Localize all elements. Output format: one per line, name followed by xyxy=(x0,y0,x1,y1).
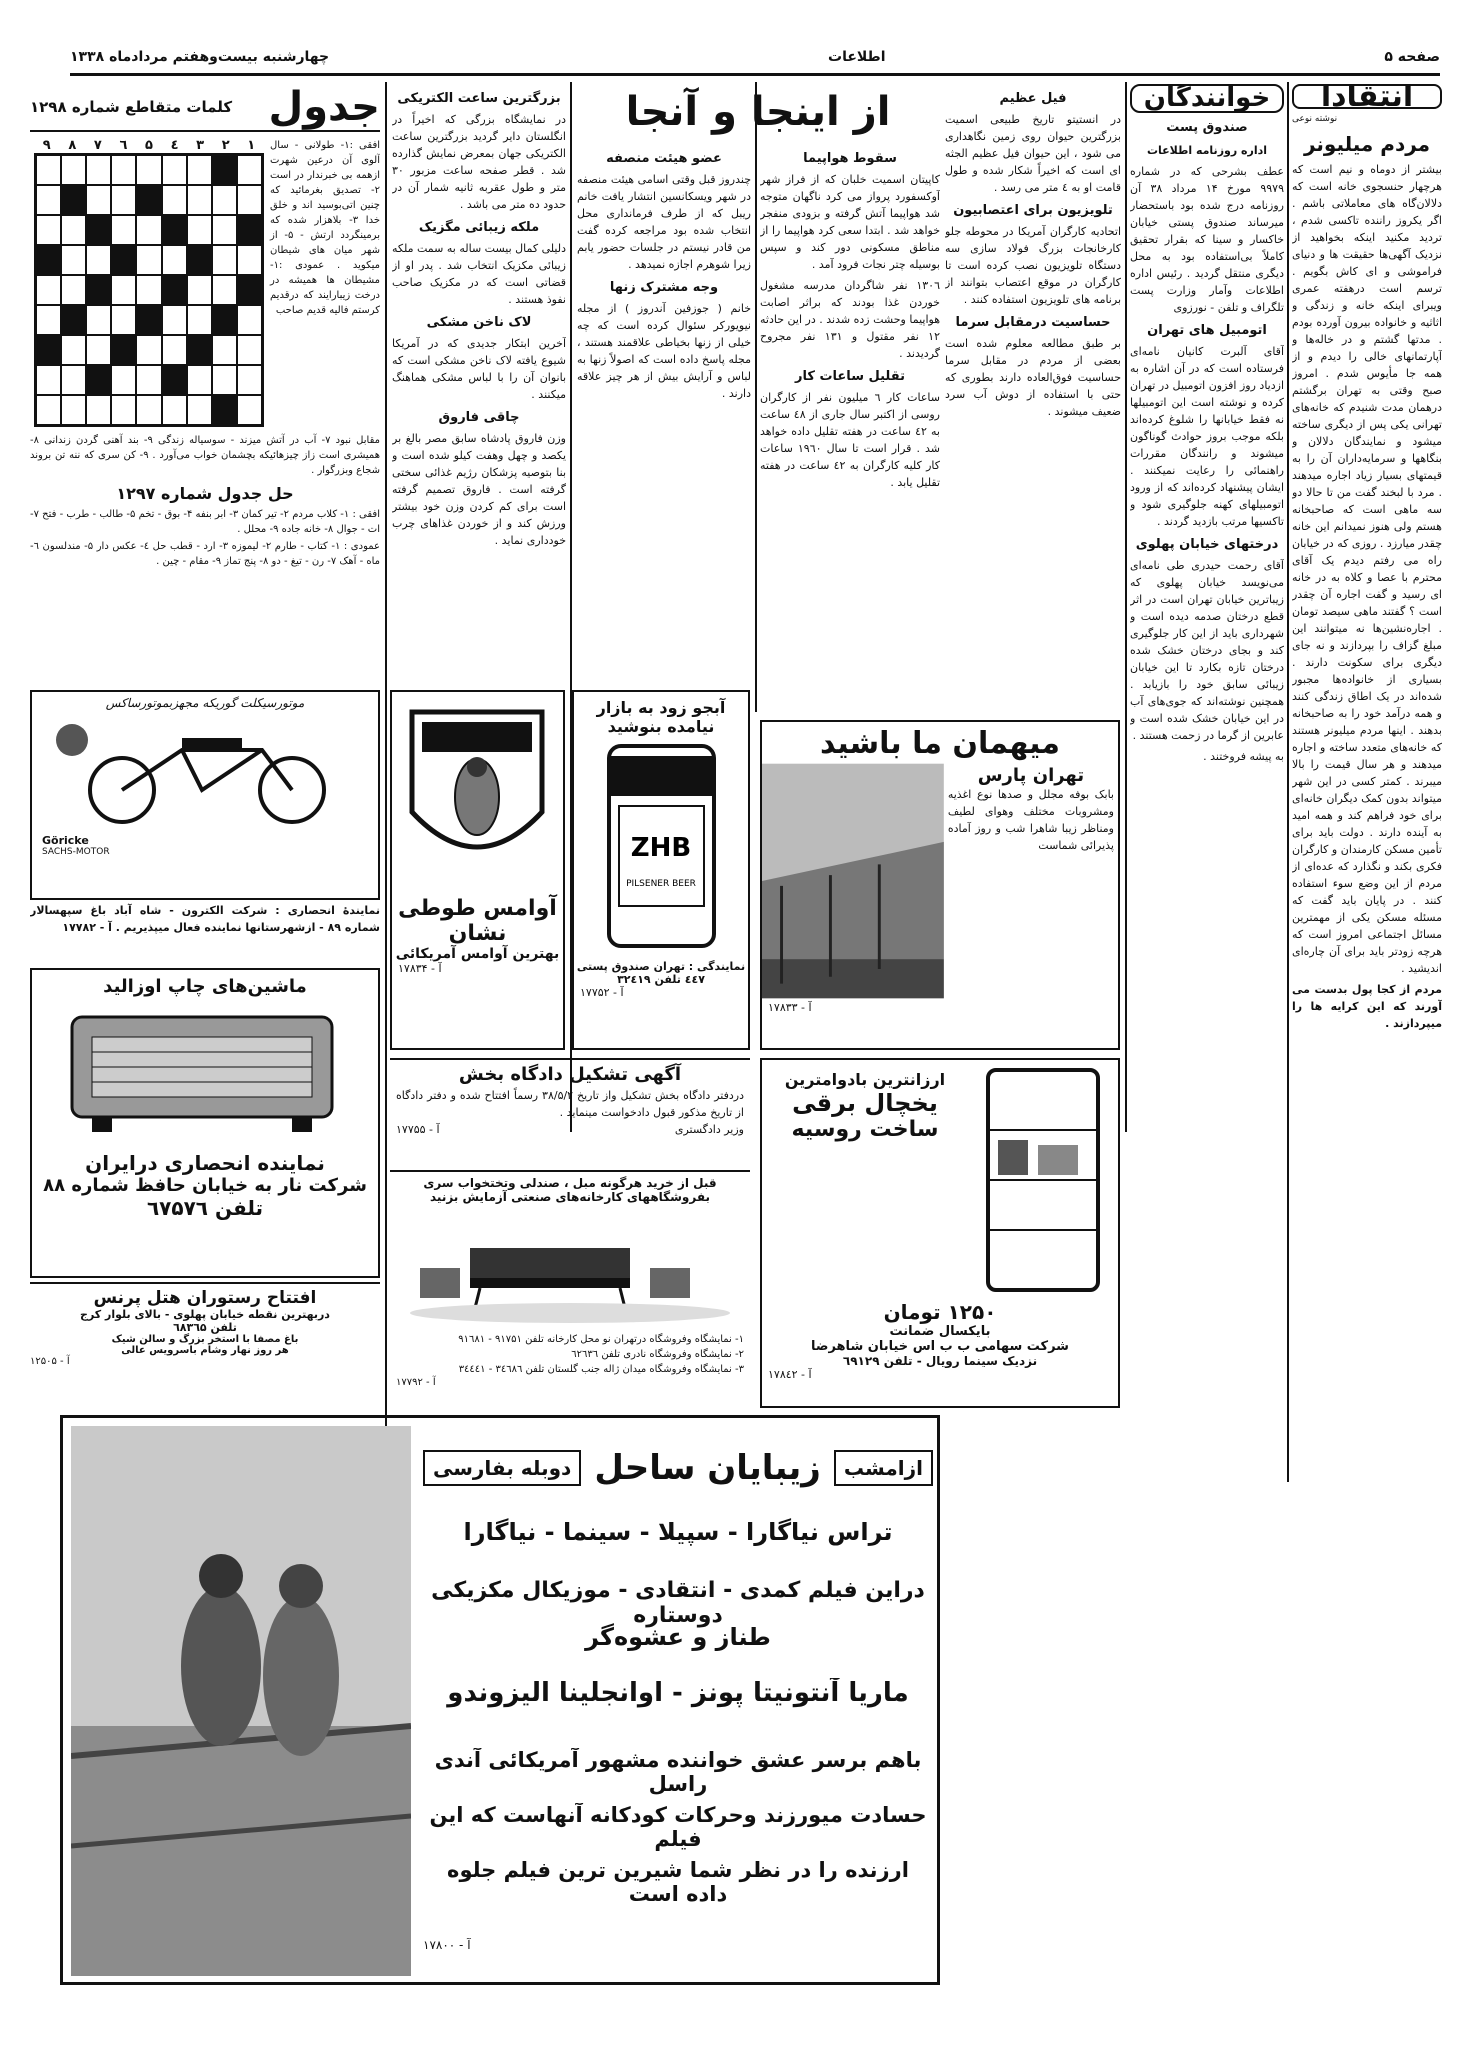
news-heading-elephant: فیل عظیم xyxy=(999,91,1067,106)
film-line-3: باهم برسر عشق خواننده مشهور آمریکائی آندی راسل xyxy=(434,1748,922,1796)
news-body-elephant: در انستیتو تاریخ طبیعی اسمیت بزرگترین حیوان روی زمین نگاهداری می شود ، این حیوان فیل عظیم الجثه ای است که اخیراً شکار شده و طول قامت او به ٤ متر می رسد . xyxy=(945,113,1121,194)
news-body-tv: اتحادیه کارگران آمریکا در محوطه جلو کارخانجات بزرگ فولاد سازی سه دستگاه تلویزیون نصب کرده است تا کارگران در موقع اعتصاب بتوانند از برنامه های تلویزیون استفاده کنند . xyxy=(945,225,1121,306)
news-heading-cold: حساسیت درمقابل سرما xyxy=(955,315,1111,330)
news-column-mid-right xyxy=(760,144,940,710)
news-column-left xyxy=(392,84,566,674)
news-body-crash: کاپیتان اسمیت خلبان که از فراز شهر آوکسفورد پرواز می کرد ناگهان متوجه شد هواپیما آتش گرفته و بزودی منفجر خواهد شد . ابتدا سعی کرد هواپیما را از مناطق مسکونی دور کند و سپس بوسیله چتر نجات فرود آمد . xyxy=(760,173,940,271)
beer-label-top: ZHB xyxy=(630,833,692,863)
hotel-title: افتتاح رستوران هتل پرنس xyxy=(93,1288,317,1308)
issue-date: چهارشنبه بیست‌وهفتم مردادماه ۱۳۳۸ xyxy=(70,48,330,65)
fridge-title-3: ساخت روسیه xyxy=(791,1117,939,1142)
news-body-students: ۱۳۰٦ نفر شاگردان مدرسه مشغول خوردن غذا بودند که براثر اصابت هواپیما وحشت زده شدند . در این حادثه ۱۲ نفر مقتول و ۱۳۱ نفر مجروح گردیدند . xyxy=(760,279,940,360)
col-number: ۸ xyxy=(68,138,77,153)
column-divider xyxy=(1287,82,1289,1482)
readers-footer: به پیشه فروختند . xyxy=(1203,750,1284,763)
readers-body-3: آقای رحمت حیدری طی نامه‌ای می‌نویسد خیابان پهلوی که زیباترین خیابان تهران است در اثر قطع درختان صدمه دیده است و شهرداری باید از این کار جلوگیری کند و بجای درختان خشک شده درختان تازه بکارد تا این خیابان زیبائی سابق خود را بازیابد . همچنین نوشته‌اند که جوی‌های آب در این خیابان خشک شده است و عابرین از گرما در زحمت هستند . xyxy=(1130,559,1284,742)
press-line-1: نماینده انحصاری درایران xyxy=(85,1151,325,1175)
moto-brand-1: Göricke xyxy=(42,834,89,847)
readers-body-2: آقای آلبرت کانیان نامه‌ای فرستاده است که در آن اشاره به ازدیاد روز افزون اتومبیل در تهران کرده و نوشته است این اتومبیلها نه فقط خیابانها را شلوغ کرده‌اند بلکه موجب بروز حوادث گوناگون میشوند و رانندگان مقررات راهنمائی را رعایت نمیکنند . ایشان پیشنهاد کرده‌اند که از ورود اتومبیلهای کهنه جلوگیری شود و تاکسیها مرتب بازدید گردند . xyxy=(1130,345,1284,528)
film-title: زیبایان ساحل xyxy=(594,1448,821,1488)
press-title: ماشین‌های چاپ اوزالید xyxy=(103,976,307,997)
col-number: ٤ xyxy=(170,138,179,153)
critique-body: بیشتر از دوماه و نیم است که هرچهار حنسجوی خانه است که دلالان‌گاه های معاملاتی باشم . اگر یکروز راننده تاکسی شدم ، تردید مکنید اینکه بخواهید از نزدیک آگهی‌ها حقیقت ها و دنیای فراموشی و ای کاش بگویم . ترسم است درهفته عمری ویبرای اینکه خانه و زندگی و اثاثیه و خانواده بیرون آورده بودم . مدتها گشتم و در خاله‌ها و آپارتمانهای خالی را دیدم و از همه جا مأیوس شدم . امروز صبح وقتی به تهران برگشتم درهمان مدت شنیدم که خانه‌های تهرانی یکی پس از دیگری ساخته میشود و نمایندگان دلالان و بنگاهها و سرمایه‌داران آن را به قیمتهای بسیار زیاد اجاره میدهند . مرد با لبخند گفت من تا حالا دو سه ماهی است که صاحبخانه هستم ولی هنوز نمیدانم این خانه چقدر میارزد . روزی که در خیابان راه می رفتم دیدم یک آقای محترم با عصا و کلاه به در خانه ای رسید و گفت اجاره آن چقدر است ؟ گفتند ماهی سیصد تومان . اجاره‌نشین‌ها نه میتوانند این مبلغ گزاف را بپردازند و نه جای دیگری برای سکونت دارند . بسیاری از خانواده‌ها مجبور شده‌اند در یک اطاق زندگی کنند و همه درآمد خود را به صاحبخانه بدهند . اینها مردم میلیونر هستند که خانه‌های متعدد ساخته و اجاره میدهند و هر سال قیمت را بالا میبرند . کمتر کسی در این شهر میتواند بدون کمک دیگران خانه‌ای برای خود فراهم کند و همه امید به آینده دارند . دولت باید برای تأمین مسکن کارمندان و کارگران فکری بکند و نگذارد که عده‌ای از مردم از این وضع سوء استفاده کنند . در پایان باید گفت که مسئله مسکن یکی از مهمترین مسائل اجتماعی امروز است که هرچه زودتر باید برای آن چاره‌ای اندیشید . xyxy=(1292,163,1442,975)
motorcycle-illustration xyxy=(32,710,378,830)
press-line-3: تلفن ٦۷۵۷٦ xyxy=(146,1196,264,1220)
readers-column xyxy=(1130,84,1284,1494)
column-divider xyxy=(755,82,757,712)
restaurant-ad xyxy=(760,720,1120,1050)
critique-byline: نوشته نوعی xyxy=(1292,114,1338,124)
film-stars: ماریا آنتونیتا پونز - اوانجلینا الیزوندو xyxy=(447,1678,909,1708)
gum-code: آ - ۱۷۸۳۴ xyxy=(398,962,442,975)
col-number: ۵ xyxy=(145,138,153,153)
film-line-2: طناز و عشوه‌گر xyxy=(585,1623,771,1651)
section-banner: از اینجا و آنجا xyxy=(625,89,891,135)
film-line-1: دراین فیلم کمدی - انتقادی - موزیکال مکزیکی دوستاره xyxy=(431,1578,925,1628)
furniture-address-2: ۲- نمایشگاه وفروشگاه نادری تلفن ٦۲٦۳٦ xyxy=(571,1349,744,1360)
press-ad xyxy=(30,968,380,1278)
fridge-warranty: بایکسال ضمانت xyxy=(889,1324,991,1339)
hotel-line-1: دربهترین نقطه خیابان پهلوی - بالای بلوار کرج xyxy=(80,1308,330,1321)
news-heading-tv: تلویزیون برای اعتصابیون xyxy=(953,203,1113,218)
news-heading-hours: تقلیل ساعات کار xyxy=(795,369,905,384)
moto-brand-2: SACHS-MOTOR xyxy=(42,847,110,857)
news-heading-jury: عضو هیئت منصفه xyxy=(606,151,722,166)
fridge-price: ۱۲۵۰ تومان xyxy=(883,1300,997,1324)
news-body-jury: چندروز قبل وقتی اسامی هیئت منصفه در شهر ویسکانسین انتشار یافت خانم ریبل که از طرف فرمانداری محل انتخاب شده بود مراجعه کرده گفت من قادر نیستم در جلسات حضور یابم زیرا شوهرم اجازه نمیدهد . xyxy=(577,173,751,271)
furniture-illustration xyxy=(390,1208,750,1328)
film-line-4: حسادت میورزند وحرکات کودکانه آنهاست که این فیلم xyxy=(429,1803,927,1851)
col-number: ۳ xyxy=(196,138,205,153)
hotel-ad xyxy=(30,1282,380,1402)
news-column-mid-left xyxy=(577,144,751,710)
readers-logo: خوانندگان xyxy=(1130,84,1284,113)
solution-title: حل جدول شماره ۱۲۹۷ xyxy=(116,484,294,503)
news-body-women: خانم ( جوزفین آندروز ) از مجله نیویورکر سئوال کرده است که چه خیلی از زنها بخیاطی علاقمند هستند ، مجله پاسخ داده است که اصولاً زنها به لباس و آرایش بیش از هر چیز علاقه دارند . xyxy=(577,302,751,400)
court-text: دردفتر دادگاه بخش تشکیل واز تاریخ ۳۸/۵/۲ رسماً افتتاح شده و دفتر دادگاه از تاریخ مذکور قبول دادخواست مینماید . xyxy=(396,1089,744,1119)
building-photo xyxy=(762,761,944,1001)
critique-column xyxy=(1292,84,1442,1494)
crossword-body: مقابل نبود ۷- آب در آتش میزند - سوسیاله زندگی ۹- بند آهنی گردن زندانی ۸- همیشری است زاز چیزهائیکه بچشمان خواب می‌آورد . ۹- کن سری که ننه تن بروند شجاع وبزرگوار . xyxy=(30,435,380,476)
fridge-title-1: ارزانترین بادوامترین xyxy=(784,1070,946,1089)
crossword-grid xyxy=(34,153,264,427)
solution-across: افقی : ۱- کلاب مردم ۲- تیر کمان ۳- ابر بنفه ۴- بوق - تخم ۵- طالب - طرب - فتح ۷- ات - جوال ۸- خانه جاده ۹- محلل . xyxy=(30,509,380,535)
film-ad xyxy=(60,1415,940,1985)
restaurant-place: تهران پارس xyxy=(977,765,1085,786)
news-heading-clock: بزرگترین ساعت الکتریکی xyxy=(397,91,561,106)
readers-subtitle: اداره روزنامه اطلاعات xyxy=(1146,144,1268,157)
readers-heading-3: درختهای خیابان پهلوی xyxy=(1135,537,1279,552)
news-heading-crash: سقوط هواپیما xyxy=(803,151,897,166)
paper-name: اطلاعات xyxy=(828,48,886,65)
fridge-title-2: یخچال برقی xyxy=(792,1089,938,1117)
col-number: ۷ xyxy=(93,138,102,153)
column-divider xyxy=(1125,82,1127,1132)
news-body-hours: ساعات کار ٦ میلیون نفر از کارگران روسی از اکتبر سال جاری از ٤٨ ساعت به ٤۲ ساعت در هفته تقلیل داده خواهد شد . قرار است تا سال ۱۹٦۰ ساعات کار کلیه کارگران به ٤۲ ساعت در هفته تقلیل یابد . xyxy=(760,391,940,489)
hotel-line-3: باغ مصفا با استخر بزرگ و سالن شیک xyxy=(111,1334,299,1345)
moto-title: موتورسیکلت گوریکه مجهزبموتورساکس xyxy=(105,696,305,710)
beer-code: آ - ۱۷۷۵۲ xyxy=(580,986,624,999)
crossword-title: جدول xyxy=(268,84,380,130)
news-body-cold: بر طبق مطالعه معلوم شده است بعضی از مردم در مقابل سرما حساسیت فوق‌العاده دارند بطوری که حتی با استفاده از دوش آب سرد ضعیف میشوند . xyxy=(945,337,1121,418)
furniture-text: قبل از خرید هرگونه مبل ، صندلی وتختخواب سری بفروشگاههای کارخانه‌های صنعتی آزمایش بزنید xyxy=(423,1176,717,1204)
court-title: آگهی تشکیل دادگاه بخش xyxy=(458,1064,682,1085)
furniture-ad xyxy=(390,1170,750,1410)
press-machine-illustration xyxy=(32,997,378,1147)
news-body-nail: آخرین ابتکار جدیدی که در آمریکا شیوع یافته لاک ناخن مشکی است که بانوان آن را با لباس مشکی هماهنگ میکنند . xyxy=(392,337,566,401)
fridge-illustration xyxy=(968,1060,1118,1300)
gum-ad xyxy=(390,690,565,1050)
readers-heading-2: اتومبیل های تهران xyxy=(1147,323,1267,338)
film-line-5: ارزنده را در نظر شما شیرین ترین فیلم جلوه داده است xyxy=(447,1858,909,1906)
restaurant-desc: بابک بوفه مجلل و صدها نوع اغذیه ومشروبات مختلف وهوای لطیف ومناظر زیبا شاهرا شب و روز آماده پذیرائی شماست xyxy=(947,788,1114,852)
motorcycle-ad xyxy=(30,690,380,900)
court-signer: وزیر دادگستری xyxy=(674,1123,744,1136)
beer-ad xyxy=(572,690,750,1050)
beer-slogan: آبجو زود به بازار نیامده بنوشید xyxy=(596,698,726,736)
furniture-address-1: ۱- نمایشگاه وفروشگاه درتهران نو محل کارخانه تلفن ۹۱۷۵۱ - ۹۱٦۸۱ xyxy=(458,1334,744,1345)
film-code: آ - ۱۷۸۰۰ xyxy=(423,1938,471,1952)
crossword-section xyxy=(30,84,380,684)
news-body-clock: در نمایشگاه بزرگی که اخیراً در انگلستان دایر گردید بزرگترین ساعت الکتریکی جهان بمعرض نمایش گذارده شد . قطر صفحه ساعت مزبور ۳۰ متر و طول عقربه ثانیه شمار آن در حدود ده متر می باشد . xyxy=(392,113,566,211)
page-number: صفحه ۵ xyxy=(1384,48,1440,65)
gum-tagline: بهترین آوامس آمریکائی xyxy=(395,946,560,962)
gum-title: آوامس طوطی نشان xyxy=(398,896,557,946)
parrot-shield-illustration xyxy=(392,692,563,892)
film-cinemas: تراس نیاگارا - سپیلا - سینما - نیاگارا xyxy=(463,1518,893,1546)
masthead xyxy=(70,40,1440,76)
crossword-clues: افقی :۱- طولانی - سال آلوی آن درعین شهرت ازهمه بی خبرندار در است ۲- تصدیق بغرمائید که چنین اتی‌بوسید اند و خلق خدا ۳- بلاهزار شده که برمینگردد ارتش - ۵- از شهر میان های شیطان میکوید . عمودی :۱- مشیطان ها همیشه در درخت زیبارایند که درقدیم کرستم فالیه قدیم صاحب xyxy=(270,140,380,316)
solution-down: عمودی : ۱- کتاب - طارم ۲- لیموزه ۳- ارد - قطب حل ٤- عکس دار ۵- مندلسون ٦- ماه - آهک ۷- رن - تیغ - دو ۸- پنج تماز ۹- مقام - چین . xyxy=(30,541,380,567)
film-tag-dub: دوبله بفارسی xyxy=(423,1450,581,1486)
col-number: ۹ xyxy=(42,138,51,153)
news-heading-beauty: ملکه زیبائی مگزیک xyxy=(418,220,540,235)
fridge-seller: شرکت سهامی ب ب اس خیابان شاهرضا xyxy=(811,1339,1069,1354)
news-heading-farouk: چاقی فاروق xyxy=(438,410,520,425)
news-heading-nail: لاک ناخن مشکی xyxy=(426,315,532,330)
beer-can-illustration xyxy=(574,736,748,956)
news-body-farouk: وزن فاروق پادشاه سابق مصر بالغ بر یکصد و چهل وهفت کیلو شده است و بنا بتوصیه پزشکان رژیم غذائی سختی گرفته است . فاروق تصمیم گرفته است برای کم کردن وزن خود بیشتر ورزش کند و از خوردن غذاهای چرب خودداری نماید . xyxy=(392,432,566,547)
crossword-subtitle: کلمات متقاطع شماره ۱۲۹۸ xyxy=(30,98,233,116)
col-number: ۱ xyxy=(247,138,256,153)
restaurant-title: میهمان ما باشید xyxy=(820,726,1060,761)
moto-code: آ - ۱۷۷۸۲ xyxy=(62,921,112,934)
court-notice xyxy=(390,1058,750,1166)
critique-title: مردم میلیونر xyxy=(1303,132,1431,156)
fridge-near: نزدیک سینما رویال - تلفن ٦۹۱۲۹ xyxy=(842,1354,1038,1368)
beer-agent: نمایندگی : تهران صندوق پستی ٤٤۷ تلفن ۳۲٤۱۹ xyxy=(576,960,746,986)
critique-logo: انتقادا xyxy=(1292,84,1442,109)
news-heading-women: وجه مشترک زنها xyxy=(609,280,719,295)
news-body-beauty: دلیلی کمال بیست ساله به سمت ملکه زیبائی مکزیک انتخاب شد . پدر او از قضاتی است که در مکزیک صاحب نفوذ هستند . xyxy=(392,242,566,306)
fridge-ad xyxy=(760,1058,1120,1408)
hotel-code: آ - ۱۲۵۰۵ xyxy=(30,1356,70,1367)
col-number: ۲ xyxy=(221,138,230,153)
hotel-line-2: تلفن ٦۸۳٦۵ xyxy=(173,1321,237,1334)
critique-signoff: مردم از کجا پول بدست می آورند که این کرایه ها را میپردازند . xyxy=(1292,983,1442,1030)
readers-title: صندوق پست xyxy=(1166,120,1248,135)
fridge-code: آ - ۱۷۸٤۲ xyxy=(768,1368,812,1381)
furniture-code: آ - ۱۷۷۹۲ xyxy=(396,1377,436,1388)
news-column-right xyxy=(945,84,1121,704)
col-number: ٦ xyxy=(119,138,128,153)
restaurant-code: آ - ۱۷۸۳۳ xyxy=(768,1001,812,1014)
court-code: آ - ۱۷۷۵۵ xyxy=(396,1123,440,1136)
film-tag-tonight: ازامشب xyxy=(834,1450,933,1486)
readers-body-1: عطف بشرحی که در شماره ۹۹۷۹ مورخ ۱۴ مرداد ۳۸ آن روزنامه درج شده بود باستحضار میرساند صندوق پستی خیابان خاکسار و سینا که بقرار تحقیق کاملاً بی‌استفاده بود به محل دیگری منتقل گردید . رئیس اداره اطلاعات وآمار وزارت پست تلگراف و تلفن - نورزوی xyxy=(1130,165,1284,314)
hotel-line-4: هر روز نهار وشام باسرویس عالی xyxy=(121,1345,289,1356)
column-divider xyxy=(385,82,387,1482)
beer-label-bottom: PILSENER BEER xyxy=(626,879,696,889)
film-photo xyxy=(71,1426,411,1976)
moto-dealer: نمایندهٔ انحصاری : شرکت الکترون - شاه آباد باغ سپهسالار شماره ۸۹ - ازشهرستانها نماینده فعال میپذیریم . آ - ۱۷۷۸۲ xyxy=(30,904,380,934)
press-line-2: شرکت نار به خیابان حافظ شماره ۸۸ xyxy=(43,1175,367,1196)
furniture-address-3: ۳- نمایشگاه وفروشگاه میدان ژاله جنب گلستان تلفن ۳٤٦۸٦ - ۳٤٤٤۱ xyxy=(458,1364,744,1375)
